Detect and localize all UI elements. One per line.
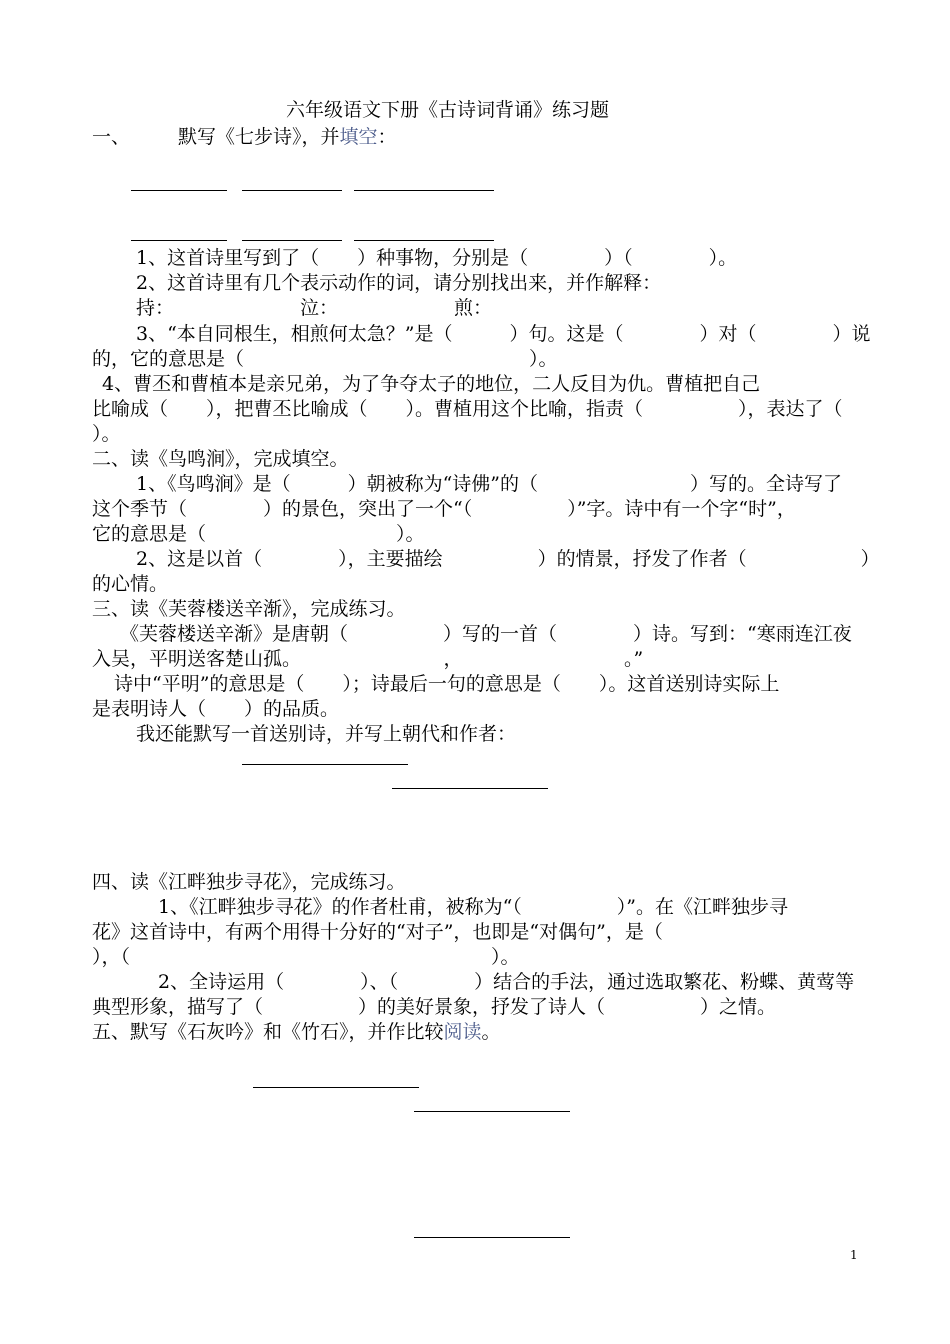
answer-line[interactable] [354, 240, 494, 241]
answer-line[interactable] [354, 190, 494, 191]
answer-line[interactable] [131, 240, 227, 241]
question-2-2-end: 的心情。 [92, 573, 169, 595]
question-2-1: 1、《鸟鸣涧》是（ ）朝被称为“诗佛”的（ ）写的。全诗写了 [136, 473, 843, 495]
word-jian-label: 煎： [454, 297, 493, 319]
answer-line[interactable] [242, 240, 342, 241]
section-3-paragraph-2-cont: 是表明诗人（ ）的品质。 [92, 698, 340, 720]
question-2-2: 2、这是以首（ ），主要描绘 ）的情景，抒发了作者（ ） [136, 548, 880, 570]
answer-line[interactable] [242, 190, 342, 191]
question-1-2: 2、这首诗里有几个表示动作的词，请分别找出来，并作解释： [136, 272, 662, 294]
answer-line[interactable] [414, 1111, 570, 1112]
section-3-paragraph-1-cont: 入吴，平明送客楚山孤。 ， 。” [92, 648, 644, 670]
question-1-4-end: ）。 [92, 423, 121, 445]
question-1-3: 3、“本自同根生，相煎何太急？”是（ ）句。这是（ ）对（ ）说 [136, 323, 871, 345]
word-qi-label: 泣： [300, 297, 339, 319]
section-4-heading: 四、读《江畔独步寻花》，完成练习。 [92, 871, 406, 893]
answer-line[interactable] [131, 190, 227, 191]
section-5-heading [92, 1020, 501, 1044]
section-1-heading [92, 125, 397, 149]
question-1-4-cont: 比喻成（ ），把曹丕比喻成（ ）。曹植用这个比喻，指责（ ），表达了（ [92, 398, 843, 420]
question-4-1: 1、《江畔独步寻花》的作者杜甫，被称为“（ ）”。在《江畔独步寻 [158, 896, 789, 918]
answer-line[interactable] [253, 1087, 419, 1088]
question-2-1-end: 它的意思是（ ）。 [92, 523, 425, 545]
question-4-2-cont: 典型形象，描写了（ ）的美好景象，抒发了诗人（ ）之情。 [92, 996, 777, 1018]
page-title: 六年级语文下册《古诗词背诵》练习题 [286, 99, 610, 121]
question-2-1-cont: 这个季节（ ）的景色，突出了一个“（ ）”字。诗中有一个字“时”， [92, 498, 796, 520]
section-1-heading-text: 默写《七步诗》，并 [178, 126, 340, 148]
section-3-paragraph-2: 诗中“平明”的意思是（ ）；诗最后一句的意思是（ ）。这首送别诗实际上 [114, 673, 780, 695]
page-number: 1 [850, 1248, 858, 1262]
question-4-2: 2、全诗运用（ ）、（ ）结合的手法，通过选取繁花、粉蝶、黄莺等 [158, 971, 855, 993]
answer-line[interactable] [392, 788, 548, 789]
section-3-prompt: 我还能默写一首送别诗，并写上朝代和作者： [136, 723, 517, 745]
answer-line[interactable] [414, 1237, 570, 1238]
word-chi-label: 持： [136, 297, 175, 319]
section-5-heading-text: 五、默写《石灰吟》和《竹石》，并作比较 [92, 1021, 444, 1043]
fill-blank-link[interactable]: 填空 [339, 126, 378, 148]
section-5-heading-period: 。 [481, 1021, 501, 1043]
answer-line[interactable] [242, 764, 408, 765]
section-1-number: 一、 [92, 126, 131, 148]
section-2-heading: 二、读《鸟鸣涧》，完成填空。 [92, 448, 349, 470]
question-4-1-end: ），（ ）。 [92, 946, 520, 968]
reading-link[interactable]: 阅读 [443, 1021, 482, 1043]
section-3-paragraph-1: 《芙蓉楼送辛渐》是唐朝（ ）写的一首（ ）诗。写到：“寒雨连江夜 [120, 623, 852, 645]
question-1-3-cont: 的，它的意思是（ ）。 [92, 348, 558, 370]
section-1-heading-colon: ： [377, 126, 397, 148]
question-1-1: 1、这首诗里写到了（ ）种事物，分别是（ ）（ ）。 [136, 247, 738, 269]
section-3-heading: 三、读《芙蓉楼送辛渐》，完成练习。 [92, 598, 406, 620]
question-4-1-cont: 花》这首诗中，有两个用得十分好的“对子”，也即是“对偶句”，是（ [92, 921, 663, 943]
question-1-4: 4、曹丕和曹植本是亲兄弟，为了争夺太子的地位，二人反目为仇。曹植把自己 [102, 373, 761, 395]
